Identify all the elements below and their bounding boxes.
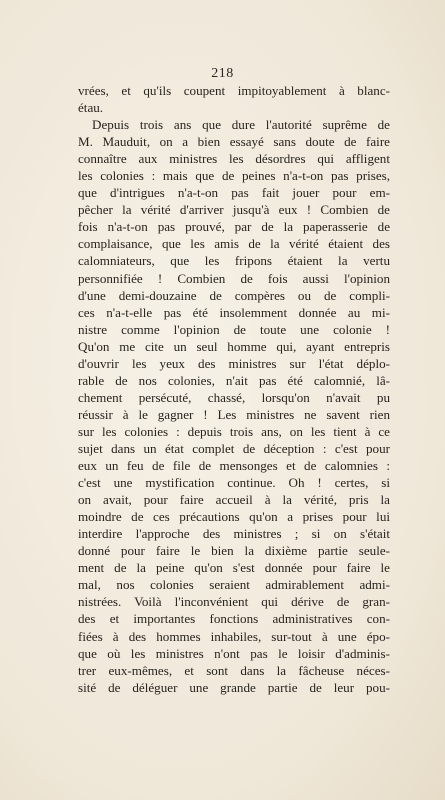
- text-line: fois n'a-t-on pas prouvé, par de la paperasserie de: [78, 219, 390, 235]
- text-line: pêcher la vérité d'arriver jusqu'à eux ! Combien de: [78, 202, 390, 218]
- text-line: les colonies : mais que de peines n'a-t-on pas prises,: [78, 168, 390, 184]
- text-line: sujet dans un état complet de déception : c'est pour: [78, 440, 390, 456]
- text-line: que d'intrigues n'a-t-on pas fait jouer pour em-: [78, 185, 390, 201]
- text-line: des et importantes fonctions administratives con-: [78, 611, 390, 627]
- text-line: mal, nos colonies seraient admirablement admi-: [78, 577, 390, 593]
- text-line: calomniateurs, que les fripons étaient la vertu: [78, 253, 390, 269]
- text-line: nistre comme l'opinion de toute une colonie !: [78, 321, 390, 337]
- text-line: on avait, pour faire accueil à la vérité, pris la: [78, 492, 390, 508]
- text-line: trer eux-mêmes, et sont dans la fâcheuse néces-: [78, 662, 390, 678]
- text-line: personnifiée ! Combien de fois aussi l'opinion: [78, 270, 390, 286]
- text-line: interdire l'approche des ministres ; si on s'était: [78, 526, 390, 542]
- text-line: complaisance, que les amis de la vérité étaient des: [78, 236, 390, 252]
- text-line: moindre de ces précautions qu'on a prises pour lui: [78, 509, 390, 525]
- page-number: 218: [211, 66, 234, 81]
- text-line: M. Mauduit, on a bien essayé sans doute de faire: [78, 134, 390, 150]
- text-line: eux un feu de file de mensonges et de calomnies :: [78, 458, 390, 474]
- text-line: étau.: [78, 100, 104, 116]
- text-line: chement persécuté, chassé, lorsqu'on n'avait pu: [78, 389, 390, 405]
- text-line: fiées à des hommes inhabiles, sur-tout à une épo-: [78, 628, 390, 644]
- text-line: ment de la peine qu'on s'est donnée pour faire le: [78, 560, 390, 576]
- text-line: Qu'on me cite un seul homme qui, ayant entrepris: [78, 338, 390, 354]
- text-line: vrées, et qu'ils coupent impitoyablement à blanc-: [78, 83, 390, 98]
- text-line: connaître aux ministres les désordres qui affligent: [78, 151, 390, 167]
- body-text: [78, 82, 390, 696]
- text-line: réussir à le gagner ! Les ministres ne savent rien: [78, 406, 390, 422]
- text-line: Depuis trois ans que dure l'autorité suprême de: [92, 117, 390, 133]
- text-line: donné pour faire le bien la dixième partie seule-: [78, 543, 390, 559]
- text-line: sité de déléguer une grande partie de leur pou-: [78, 679, 390, 695]
- text-line: ces n'a-t-elle pas été insolemment donnée au mi-: [78, 304, 390, 320]
- text-line: que où les ministres n'ont pas le loisir d'adminis-: [78, 645, 390, 661]
- text-line: rable de nos colonies, n'ait pas été calomnié, lâ-: [78, 372, 390, 388]
- text-line: nistrées. Voilà l'inconvénient qui dérive de gran-: [78, 594, 390, 610]
- text-line: d'une demi-douzaine de compères ou de compli-: [78, 287, 390, 303]
- text-line: d'ouvrir les yeux des ministres sur l'état déplo-: [78, 355, 390, 371]
- text-line: sur les colonies : depuis trois ans, on les tient à ce: [78, 423, 390, 439]
- text-line: c'est une mystification continue. Oh ! certes, si: [78, 475, 390, 491]
